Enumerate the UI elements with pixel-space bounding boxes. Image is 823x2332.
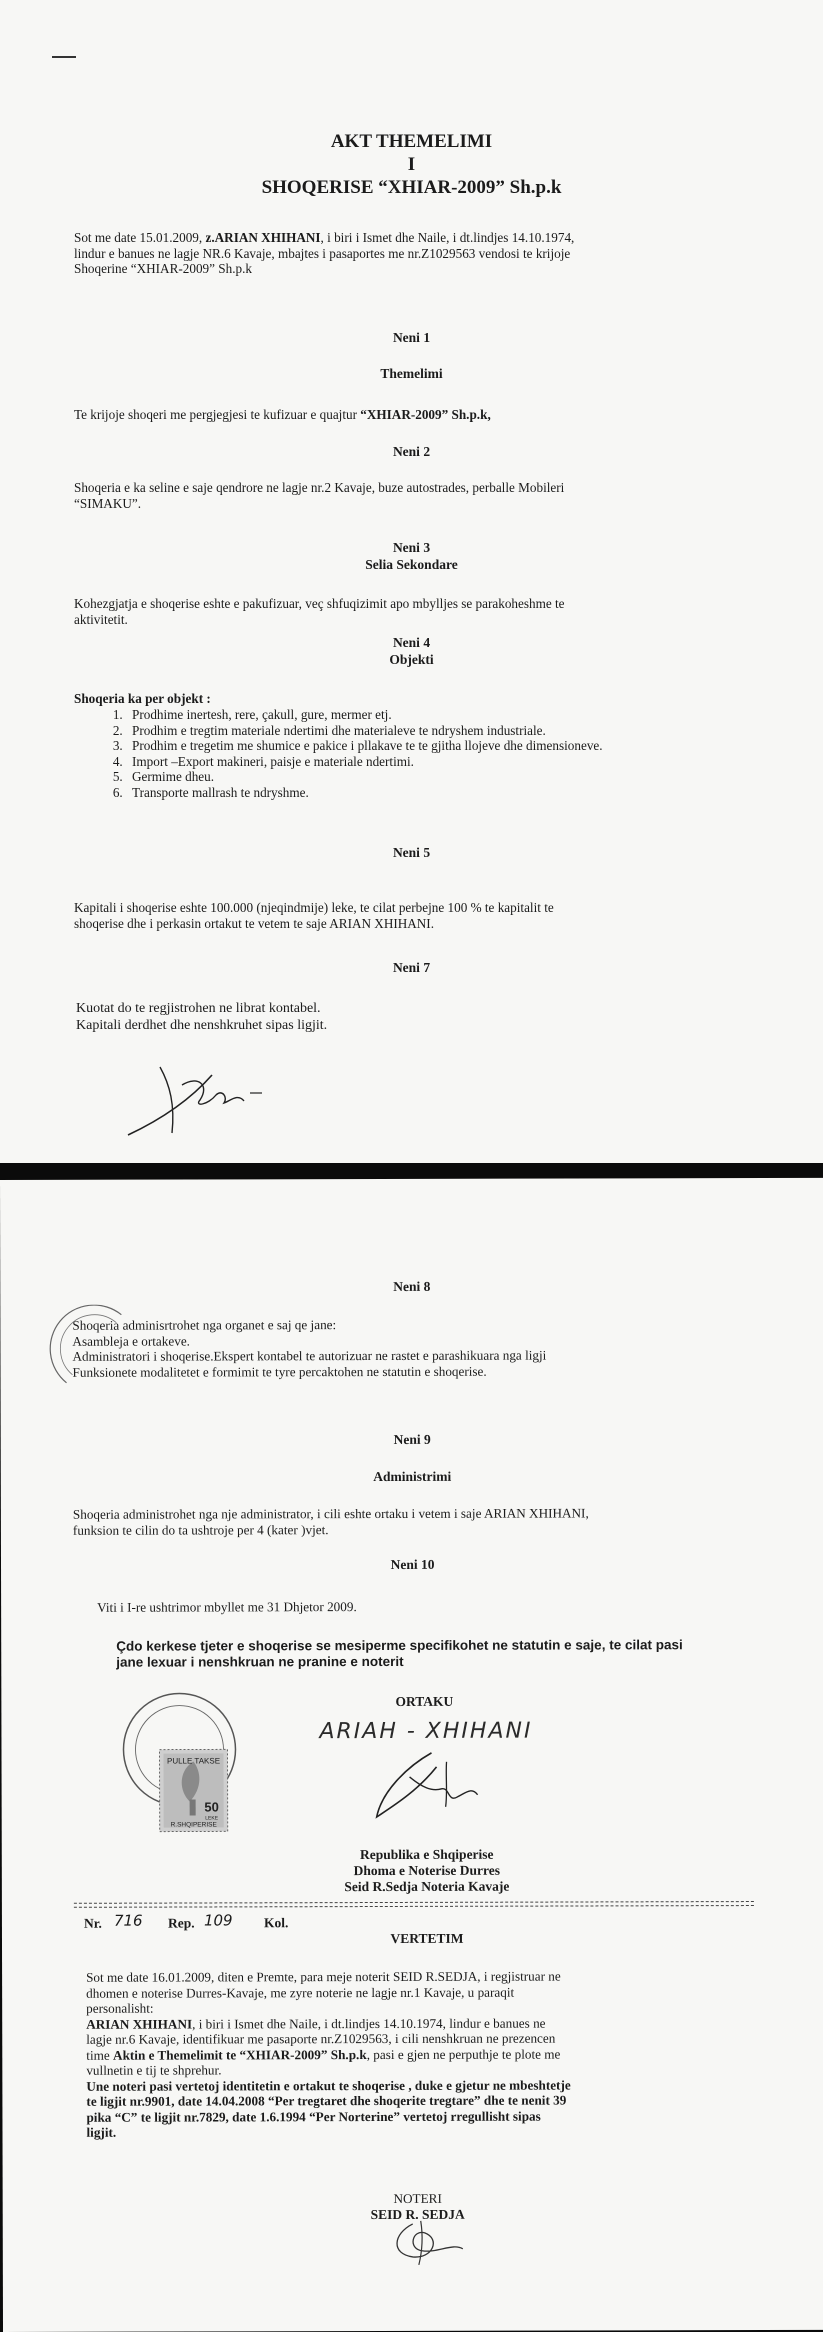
- neni-3-heading: Neni 3: [392, 540, 431, 555]
- rep-label: Rep.: [167, 1915, 195, 1931]
- neni-2-line-2: “SIMAKU”.: [74, 495, 142, 511]
- neni-7-text: [76, 1000, 776, 1034]
- authority-line-1: Republika e Shqiperise: [359, 1846, 494, 1863]
- neni-3-title: Selia Sekondare: [365, 557, 458, 572]
- noteri-name: SEID R. SEDJA: [370, 2206, 465, 2223]
- vertetim-bold-line-1: Une noteri pasi vertetoj identitetin e ortakut te shoqerise , duke e gjetur ne mbeshtetje: [86, 2077, 571, 2094]
- vertetim-title: VERTETIM: [390, 1930, 464, 1946]
- document-page-2: [0, 1178, 823, 2332]
- title-line-1: AKT THEMELIMI: [330, 131, 493, 152]
- neni-4-title: Objekti: [389, 652, 434, 667]
- vertetim-line-3: personalisht:: [86, 2000, 154, 2016]
- vertetim-line-6: time Aktin e Themelimit te “XHIAR-2009” Sh.p.k, pasi e gjen ne perputhje te plote me: [86, 2046, 561, 2063]
- list-item: 6. Transporte mallrash te ndryshme.: [126, 785, 823, 801]
- neni-7-heading: Neni 7: [392, 960, 431, 975]
- neni-8-heading: Neni 8: [393, 1278, 431, 1294]
- neni-8-text: [72, 1316, 792, 1380]
- tax-stamp-unit: LEKE: [205, 1815, 219, 1822]
- neni-3-text: [74, 596, 774, 627]
- vertetim-line-7: vullnetin e tij te shprehur.: [86, 2062, 222, 2078]
- neni-5-text: [74, 900, 794, 931]
- vertetim-line-5: lagje nr.6 Kavaje, identifikuar me pasaporte nr.Z1029563, i cili nenshkruan ne prezencen: [86, 2030, 556, 2047]
- neni-3-line-1: Kohezgjatja e shoqerise eshte e pakufizuar, veç shfuqizimit apo mbylljes se parakoheshme te: [74, 596, 565, 611]
- tax-stamp-country: R.SHQIPERISE: [170, 1821, 217, 1829]
- intro-line-1: Sot me date 15.01.2009, z.ARIAN XHIHANI, i biri i Ismet dhe Naile, i dt.lindjes 14.10.1974,: [74, 230, 575, 245]
- noteri-label: NOTERI: [393, 2190, 442, 2206]
- rep-value: 109: [203, 1911, 233, 1930]
- neni-10-heading: Neni 10: [390, 1556, 435, 1572]
- document-page-1: [0, 0, 823, 1163]
- list-item: 4. Import –Export makineri, paisje e materiale ndertimi.: [126, 754, 823, 770]
- intro-line-3: Shoqerine “XHIAR-2009” Sh.p.k: [74, 261, 253, 276]
- neni-1-text: Te krijoje shoqeri me pergjegjesi te kufizuar e quajtur “XHIAR-2009” Sh.p.k,: [74, 407, 491, 422]
- notary-seal-and-tax-stamp: [99, 1679, 259, 1839]
- neni-9-title: Administrimi: [373, 1468, 452, 1485]
- list-item: 3. Prodhim e tregetim me shumice e pakice i pllakave te te gjitha llojeve dhe dimensioneve.: [126, 738, 823, 754]
- neni-4-heading: Neni 4: [392, 635, 431, 650]
- authority-line-2: Dhoma e Noterise Durres: [353, 1862, 501, 1879]
- objekt-label: Shoqeria ka per objekt :: [74, 691, 211, 706]
- vertetim-bold-line-3: pika “C” te ligjit nr.7829, date 1.6.1994 “Per Norterine” vertetoj rregullisht sipas: [86, 2108, 541, 2125]
- neni-2-heading: Neni 2: [392, 444, 431, 459]
- neni-9-heading: Neni 9: [393, 1431, 431, 1447]
- list-item: 1. Prodhime inertesh, rere, çakull, gure, mermer etj.: [126, 707, 823, 723]
- vertetim-line-1: Sot me date 16.01.2009, diten e Premte, para meje noterit SEID R.SEDJA, i regjistruar ne: [86, 1968, 561, 1985]
- neni-9-line-2: funksion te cilin do ta ushtroje per 4 (kater )vjet.: [72, 1521, 329, 1538]
- authority-line-3: Seid R.Sedja Noteria Kavaje: [344, 1878, 510, 1895]
- vertetim-bold-line-2: te ligjit nr.9901, date 14.04.2008 “Per tregtaret dhe shoqerite tregtare” dhe te nenit 39: [86, 2092, 567, 2109]
- intro-paragraph: [74, 230, 774, 277]
- ortaku-signature: [361, 1747, 511, 1827]
- intro-line-2: lindur e banues ne lagje NR.6 Kavaje, mbajtes i pasaportes me nr.Z1029563 vendosi te krijoje: [74, 245, 571, 261]
- neni-5-line-1: Kapitali i shoqerise eshte 100.000 (njeqindmije) leke, te cilat perbejne 100 % te kapitalit te: [74, 900, 554, 915]
- neni-5-heading: Neni 5: [392, 845, 431, 860]
- handwritten-name: ARIAH - XHIHANI: [319, 1718, 533, 1745]
- vertetim-bold-line-4: ligjit.: [86, 2124, 117, 2140]
- neni-1-heading: Neni 1: [392, 330, 431, 345]
- section-divider: [74, 1901, 754, 1908]
- list-item: 5. Germime dheu.: [126, 769, 823, 785]
- title-line-3: SHOQERISE “XHIAR-2009” Sh.p.k: [261, 177, 562, 198]
- partial-stamp-mark: [46, 1305, 126, 1390]
- neni-9-line-1: Shoqeria administrohet nga nje administrator, i cili eshte ortaku i vetem i saje ARIAN XHIHANI,: [72, 1505, 589, 1522]
- vertetim-body: [86, 1968, 766, 2140]
- ortaku-label: ORTAKU: [395, 1693, 454, 1709]
- neni-8-line-4: Funksionete modalitetet e formimit te tyre percaktohen ne statutin e shoqerise.: [72, 1363, 487, 1380]
- title-line-2: I: [407, 154, 416, 175]
- nr-label: Nr.: [83, 1915, 102, 1931]
- nr-value: 716: [113, 1911, 143, 1930]
- neni-8-line-1: Shoqeria adminisrtrohet nga organet e saj qe jane:: [72, 1317, 337, 1333]
- tax-stamp-value: 50: [204, 1799, 219, 1815]
- neni-10-text: Viti i I-re ushtrimor mbyllet me 31 Dhjetor 2009.: [97, 1599, 357, 1615]
- closing-line-2: jane lexuar i nenshkruan ne pranine e noterit: [116, 1653, 404, 1670]
- list-item: 2. Prodhim e tregtim materiale ndertimi dhe materialeve te ndryshem industriale.: [126, 723, 823, 739]
- neni-2-text: [74, 480, 774, 511]
- tax-stamp-label: PULLE TAKSE: [166, 1756, 221, 1766]
- neni-5-line-2: shoqerise dhe i perkasin ortakut te vetem te saje ARIAN XHIHANI.: [74, 915, 434, 931]
- neni-8-line-2: Asambleja e ortakeve.: [72, 1333, 190, 1349]
- vertetim-line-4: ARIAN XHIHANI, i biri i Ismet dhe Naile, i dt.lindjes 14.10.1974, lindur e banues ne: [86, 2015, 546, 2032]
- vertetim-line-2: dhomen e noterise Durres-Kavaje, me zyre noterie ne lagje nr.1 Kavaje, u paraqit: [86, 1984, 515, 2001]
- founder-signature: [120, 1045, 290, 1145]
- scan-mark: [52, 56, 76, 58]
- notary-signature: [383, 2219, 473, 2269]
- neni-8-line-3: Administratori i shoqerise.Ekspert kontabel te autorizuar ne rastet e parashikuara nga ligji: [72, 1347, 547, 1364]
- neni-3-line-2: aktivitetit.: [74, 611, 128, 627]
- neni-7-line-1: Kuotat do te regjistrohen ne librat kontabel.: [76, 1001, 321, 1016]
- objekt-list: [74, 707, 823, 800]
- kol-label: Kol.: [263, 1915, 289, 1931]
- neni-9-text: [73, 1505, 813, 1538]
- closing-statement: [116, 1637, 776, 1671]
- neni-7-line-2: Kapitali derdhet dhe nenshkruhet sipas ligjit.: [76, 1018, 328, 1033]
- neni-1-title: Themelimi: [380, 366, 443, 381]
- closing-line-1: Çdo kerkese tjeter e shoqerise se mesiperme specifikohet ne statutin e saje, te cilat pasi: [116, 1637, 683, 1654]
- neni-2-line-1: Shoqeria e ka seline e saje qendrore ne lagje nr.2 Kavaje, buze autostrades, perballe Mobileri: [74, 480, 565, 495]
